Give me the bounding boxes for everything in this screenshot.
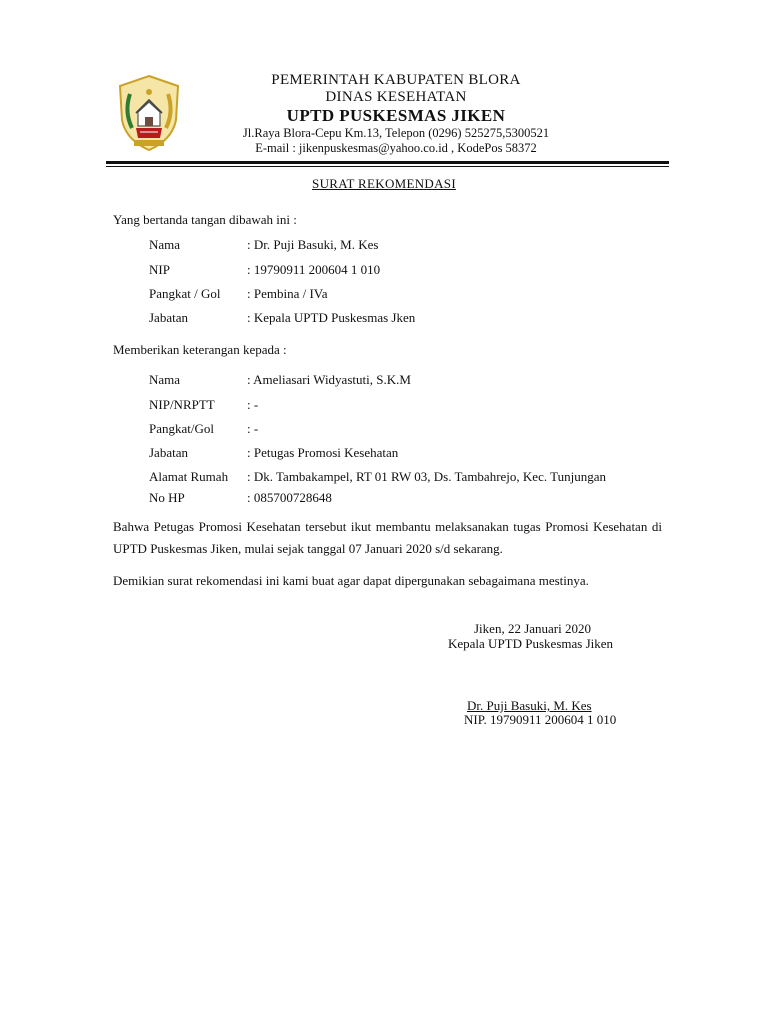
field-value: : Kepala UPTD Puskesmas Jken [247, 310, 416, 325]
field-value: : Dr. Puji Basuki, M. Kes [247, 237, 379, 252]
subject-row-nip [149, 397, 258, 413]
government-name: PEMERINTAH KABUPATEN BLORA [271, 72, 521, 88]
department-name: DINAS KESEHATAN [325, 89, 467, 105]
field-value: : - [247, 397, 259, 412]
letterhead-divider-thick [106, 161, 669, 164]
signer-row-nama [149, 237, 378, 253]
field-label: NIP/NRPTT [149, 397, 215, 412]
field-label: Jabatan [149, 310, 188, 325]
subject-row-jabatan [149, 445, 398, 461]
signature-nip: NIP. 19790911 200604 1 010 [464, 712, 617, 727]
intro2-text: Memberikan keterangan kepada : [113, 342, 287, 357]
field-value: : Dk. Tambakampel, RT 01 RW 03, Ds. Tambahrejo, Kec. Tunjungan [247, 469, 606, 484]
field-label: NIP [149, 262, 170, 277]
body-paragraph-1: Bahwa Petugas Promosi Kesehatan tersebut ikut membantu melaksanakan tugas Promosi Kesehatan di UPTD Puskesmas Jiken, mulai sejak tanggal 07 Januari 2020 s/d sekarang. [113, 519, 662, 556]
subject-row-nohp [149, 490, 332, 506]
letterhead-divider-thin [106, 166, 669, 167]
body-paragraph-2: Demikian surat rekomendasi ini kami buat agar dapat dipergunakan sebagaimana mestinya. [113, 573, 589, 588]
field-label: Pangkat / Gol [149, 286, 221, 301]
institution-contact: E-mail : jikenpuskesmas@yahoo.co.id , KodePos 58372 [255, 141, 537, 155]
field-label: Jabatan [149, 445, 188, 460]
field-value: : Pembina / IVa [247, 286, 328, 301]
field-value: : Ameliasari Widyastuti, S.K.M [247, 372, 411, 387]
field-label: Nama [149, 372, 181, 387]
signature-place-date: Jiken, 22 Januari 2020 [474, 621, 591, 636]
signature-position: Kepala UPTD Puskesmas Jiken [448, 636, 614, 651]
field-value: : 19790911 200604 1 010 [247, 262, 381, 277]
signature-name: Dr. Puji Basuki, M. Kes [467, 698, 592, 713]
letterhead [190, 72, 602, 156]
field-label: Pangkat/Gol [149, 421, 214, 436]
field-value: : Petugas Promosi Kesehatan [247, 445, 399, 460]
subject-row-nama [149, 372, 411, 388]
field-label: Alamat Rumah [149, 469, 229, 484]
field-value: : - [247, 421, 259, 436]
field-label: Nama [149, 237, 181, 252]
signer-row-jabatan [149, 310, 415, 326]
kabupaten-blora-seal-icon [114, 72, 184, 154]
letter-title: SURAT REKOMENDASI [312, 176, 456, 191]
intro-text: Yang bertanda tangan dibawah ini : [113, 212, 297, 227]
subject-row-alamat [149, 469, 606, 485]
signer-row-pangkat [149, 286, 328, 302]
institution-address: Jl.Raya Blora-Cepu Km.13, Telepon (0296) 525275,5300521 [242, 126, 550, 140]
field-value: : 085700728648 [247, 490, 332, 505]
field-label: No HP [149, 490, 185, 505]
signer-row-nip [149, 262, 380, 278]
institution-name: UPTD PUSKESMAS JIKEN [286, 106, 506, 125]
subject-row-pangkat [149, 421, 258, 437]
